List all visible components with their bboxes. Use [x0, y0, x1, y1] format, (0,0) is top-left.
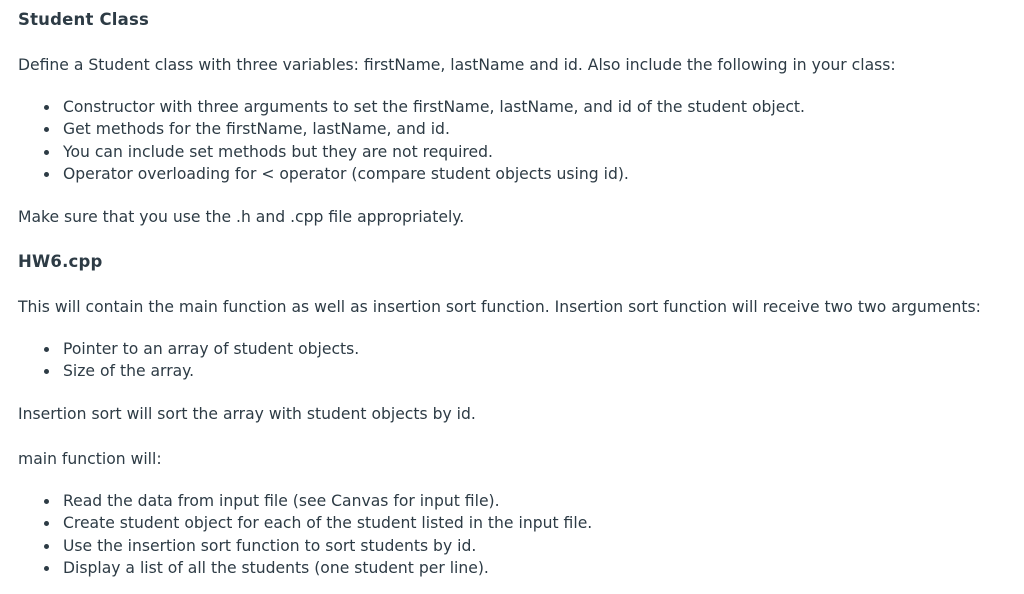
list-item: Constructor with three arguments to set the firstName, lastName, and id of the student object. — [18, 96, 805, 118]
main-function-steps-list — [18, 490, 592, 580]
student-class-intro: Define a Student class with three variables: firstName, lastName and id. Also include the following in your class: — [18, 56, 896, 74]
list-item: Get methods for the firstName, lastName, and id. — [18, 118, 805, 140]
student-class-requirements-list — [18, 96, 805, 186]
list-item: Operator overloading for < operator (compare student objects using id). — [18, 163, 805, 185]
list-item: Size of the array. — [18, 360, 359, 382]
student-class-heading: Student Class — [18, 10, 150, 29]
hw6-intro: This will contain the main function as well as insertion sort function. Insertion sort function will receive two two arguments: — [18, 298, 981, 316]
list-item: You can include set methods but they are not required. — [18, 141, 805, 163]
list-item: Use the insertion sort function to sort students by id. — [18, 535, 592, 557]
student-class-file-note: Make sure that you use the .h and .cpp file appropriately. — [18, 208, 465, 226]
list-item: Read the data from input file (see Canvas for input file). — [18, 490, 592, 512]
list-item: Pointer to an array of student objects. — [18, 338, 359, 360]
hw6-heading: HW6.cpp — [18, 252, 103, 271]
insertion-sort-note: Insertion sort will sort the array with student objects by id. — [18, 405, 476, 423]
list-item: Create student object for each of the student listed in the input file. — [18, 512, 592, 534]
insertion-sort-arguments-list — [18, 338, 359, 383]
list-item: Display a list of all the students (one student per line). — [18, 557, 592, 579]
main-function-intro: main function will: — [18, 450, 162, 468]
